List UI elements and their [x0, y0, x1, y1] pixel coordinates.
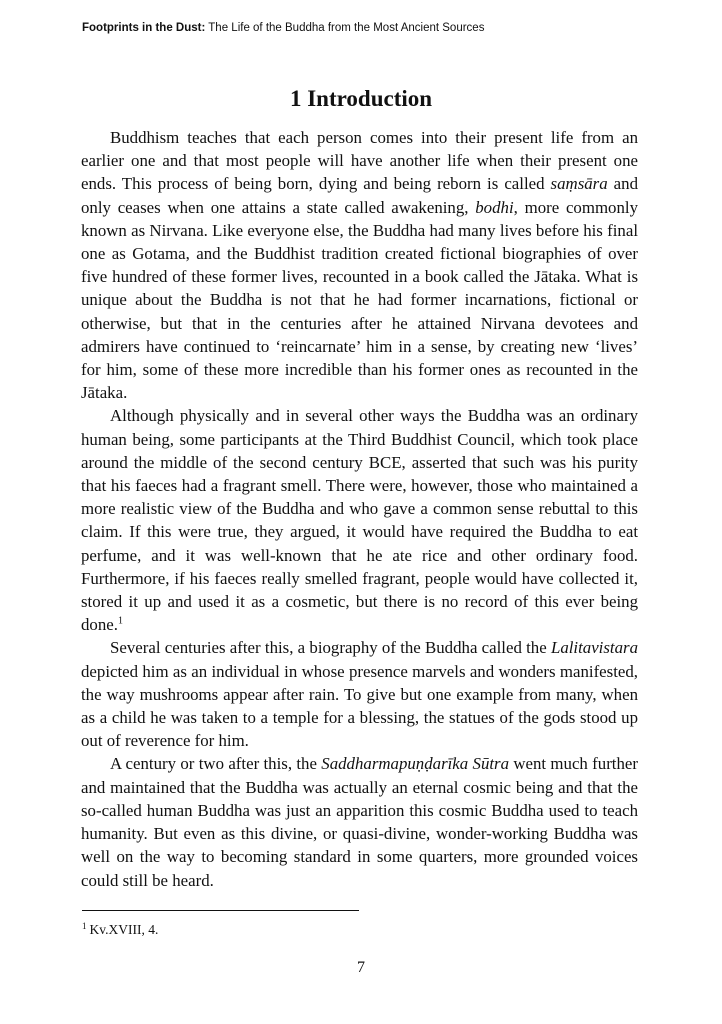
book-title: Footprints in the Dust:: [82, 22, 206, 34]
paragraph-1-part-a: Buddhism teaches that each person comes into their present life from an earlier one and that most people will have another life when their present one ends. This process of being born, dying and being reborn is called: [81, 128, 638, 194]
paragraph-4: [81, 752, 638, 891]
footnote-reference[interactable]: 1: [117, 615, 123, 627]
footnote-divider: [82, 910, 359, 911]
book-subtitle: The Life of the Buddha from the Most Ancient Sources: [205, 22, 485, 34]
term-bodhi: bodhi: [475, 197, 514, 217]
paragraph-4-part-a: A century or two after this, the: [110, 754, 322, 774]
paragraph-2-text: Although physically and in several other ways the Buddha was an ordinary human being, some participants at the Third Buddhist Council, which took place around the middle of the second century BCE, asserted that such was his purity that his faeces had a fragrant smell. There were, however, those who maintained a more realistic view of the Buddha and who gave a common sense rebuttal to this claim. If this were true, they argued, it would have required the Buddha to eat perfume, and it was well-known that he ate rice and other ordinary food. Furthermore, if his faeces really smelled fragrant, people would have collected it, stored it up and used it as a cosmetic, but there is no record of this ever being done.: [81, 406, 638, 635]
page-number: 7: [357, 959, 365, 976]
paragraph-2: [81, 404, 638, 636]
term-lalitavistara: Lalitavistara: [550, 638, 638, 658]
term-saddharmapundarika-sutra: Saddharmapuṇḍarīka Sūtra: [321, 754, 510, 774]
footnote: [82, 922, 158, 938]
paragraph-3: [81, 636, 638, 752]
paragraph-3-part-a: Several centuries after this, a biography of the Buddha called the: [110, 638, 551, 658]
body-text: [81, 126, 638, 892]
running-head: [82, 22, 484, 34]
chapter-title: 1 Introduction: [289, 86, 433, 111]
term-samsara: saṃsāra: [550, 174, 608, 194]
paragraph-1: [81, 126, 638, 404]
paragraph-1-part-c: , more commonly known as Nirvana. Like everyone else, the Buddha had many lives before his final one as Gotama, and the Buddhist tradition created fictional biographies of over five hundred of these former lives, recounted in a book called the Jātaka. What is unique about the Buddha is not that he had former incarnations, fictional or otherwise, but that in the centuries after he attained Nirvana devotees and admirers have continued to ‘reincarnate’ him in a sense, by creating new ‘lives’ for him, some of these more incredible than his former ones as recounted in the Jātaka.: [81, 197, 638, 403]
paragraph-4-part-b: went much further and maintained that the Buddha was actually an eternal cosmic being and that the so-called human Buddha was just an apparition this cosmic Buddha used to teach humanity. But even as this divine, or quasi-divine, wonder-working Buddha was well on the way to becoming standard in some quarters, more grounded voices could still be heard.: [81, 754, 638, 890]
paragraph-1-part-b: and only ceases when one attains a state called awakening,: [81, 174, 638, 217]
footnote-text: Kv.XVIII, 4.: [89, 922, 159, 937]
paragraph-3-part-b: depicted him as an individual in whose presence marvels and wonders manifested, the way mushrooms appear after rain. To give but one example from many, when as a child he was taken to a temple for a blessing, the statues of the gods stood up out of reverence for him.: [81, 661, 638, 751]
footnote-number: 1: [82, 920, 87, 931]
